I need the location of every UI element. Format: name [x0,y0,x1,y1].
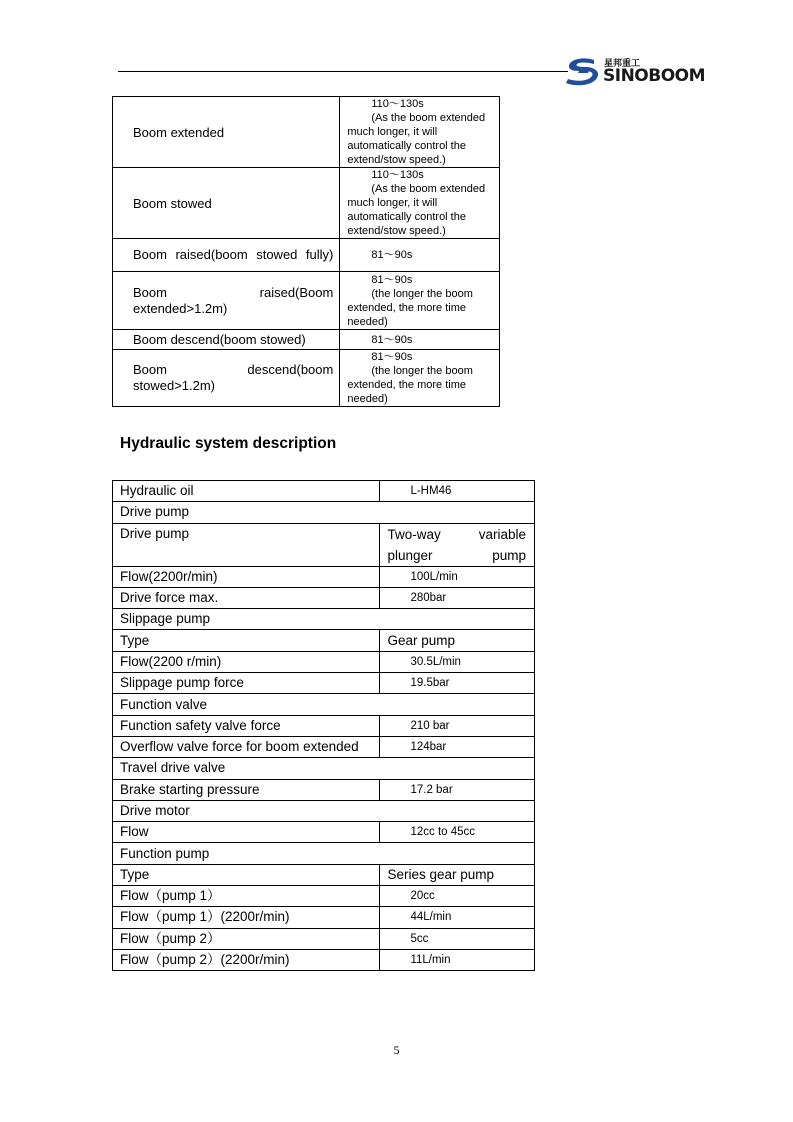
table-row [113,843,535,864]
boom-timing-table [112,96,500,407]
timing-value-note: (the longer the boom extended, the more time needed) [347,365,473,405]
table-row [113,587,535,608]
timing-value [340,272,500,330]
timing-value [340,330,500,350]
spec-key: Type [113,864,380,885]
timing-value-main: 81～90s [371,249,413,261]
table-row [113,350,500,407]
table-row [113,168,500,239]
table-row [113,949,535,970]
section-title: Hydraulic system description [120,435,337,452]
table-row [113,523,535,566]
timing-value-main: 81～90s [371,273,413,286]
timing-value [340,350,500,407]
spec-key: Type [113,630,380,651]
timing-value-note: (the longer the boom extended, the more time needed) [347,287,473,328]
spec-value: Gear pump [380,630,535,651]
timing-label: Boom extended [113,97,340,168]
timing-value [340,239,500,272]
spec-key: Drive force max. [113,587,380,608]
spec-value: 17.2 bar [380,779,535,800]
spec-group-heading: Travel drive valve [113,758,535,779]
timing-value-note: (As the boom extended much longer, it will automatically control the extend/stow speed.) [347,112,486,166]
table-row [113,239,500,272]
spec-value: 11L/min [380,949,535,970]
spec-group-heading: Drive pump [113,502,535,523]
spec-key: Drive pump [113,523,380,566]
timing-label: Boom raised(boom stowed fully) [113,239,340,272]
spec-value: 124bar [380,736,535,757]
table-row [113,673,535,694]
timing-label: Boom descend(boom stowed) [113,330,340,350]
spec-key: Flow(2200r/min) [113,566,380,587]
spec-value: 30.5L/min [380,651,535,672]
timing-label: Boom stowed [113,168,340,239]
header-rule [118,71,568,72]
spec-value: 19.5bar [380,673,535,694]
table-row [113,907,535,928]
table-row [113,864,535,885]
table-row [113,651,535,672]
spec-key: Flow [113,822,380,843]
timing-value-main: 81～90s [371,351,413,363]
spec-value: 280bar [380,587,535,608]
timing-value [340,168,500,239]
spec-group-heading: Function valve [113,694,535,715]
timing-value-main: 81～90s [371,333,413,346]
timing-value-main: 110～130s [371,169,424,181]
spec-value: Series gear pump [380,864,535,885]
spec-key: Flow(2200 r/min) [113,651,380,672]
table-row [113,609,535,630]
spec-value: 210 bar [380,715,535,736]
table-row [113,779,535,800]
spec-key: Flow（pump 2） [113,928,380,949]
table-row [113,736,535,757]
spec-key: Flow（pump 1）(2200r/min) [113,907,380,928]
spec-key: Overflow valve force for boom extended [113,736,380,757]
timing-value-note: (As the boom extended much longer, it will automatically control the extend/stow speed.) [347,183,486,237]
spec-key: Flow（pump 1） [113,886,380,907]
spec-key: Hydraulic oil [113,481,380,502]
hydraulic-spec-table [112,480,535,971]
table-row [113,481,535,502]
table-row [113,630,535,651]
spec-value-text: Two-way variable plunger pump [387,526,526,563]
spec-group-heading: Slippage pump [113,609,535,630]
table-row [113,715,535,736]
table-row [113,800,535,821]
timing-value [340,97,500,168]
page-number: 5 [393,1043,400,1057]
spec-value: 44L/min [380,907,535,928]
spec-value: 12cc to 45cc [380,822,535,843]
spec-key: Flow（pump 2）(2200r/min) [113,949,380,970]
table-row [113,330,500,350]
sinoboom-emblem-icon [564,56,602,86]
spec-key: Slippage pump force [113,673,380,694]
timing-label: Boom descend(boom stowed>1.2m) [113,350,340,407]
timing-label: Boom raised(Boom extended>1.2m) [113,272,340,330]
table-row [113,886,535,907]
table-row [113,822,535,843]
table-row [113,272,500,330]
table-row [113,97,500,168]
table-row [113,694,535,715]
spec-key: Brake starting pressure [113,779,380,800]
table-row [113,502,535,523]
spec-value: 20cc [380,886,535,907]
table-row [113,566,535,587]
spec-value: L-HM46 [380,481,535,502]
table-row [113,758,535,779]
logo-chinese-name: 星邦重工 [604,58,641,68]
spec-group-heading: Function pump [113,843,535,864]
sinoboom-logo [564,56,706,86]
spec-value: 5cc [380,928,535,949]
spec-group-heading: Drive motor [113,800,535,821]
spec-value [380,523,535,566]
spec-value: 100L/min [380,566,535,587]
timing-value-main: 110～130s [371,98,424,110]
logo-english-name: SINOBOOM [603,66,706,86]
table-row [113,928,535,949]
spec-key: Function safety valve force [113,715,380,736]
